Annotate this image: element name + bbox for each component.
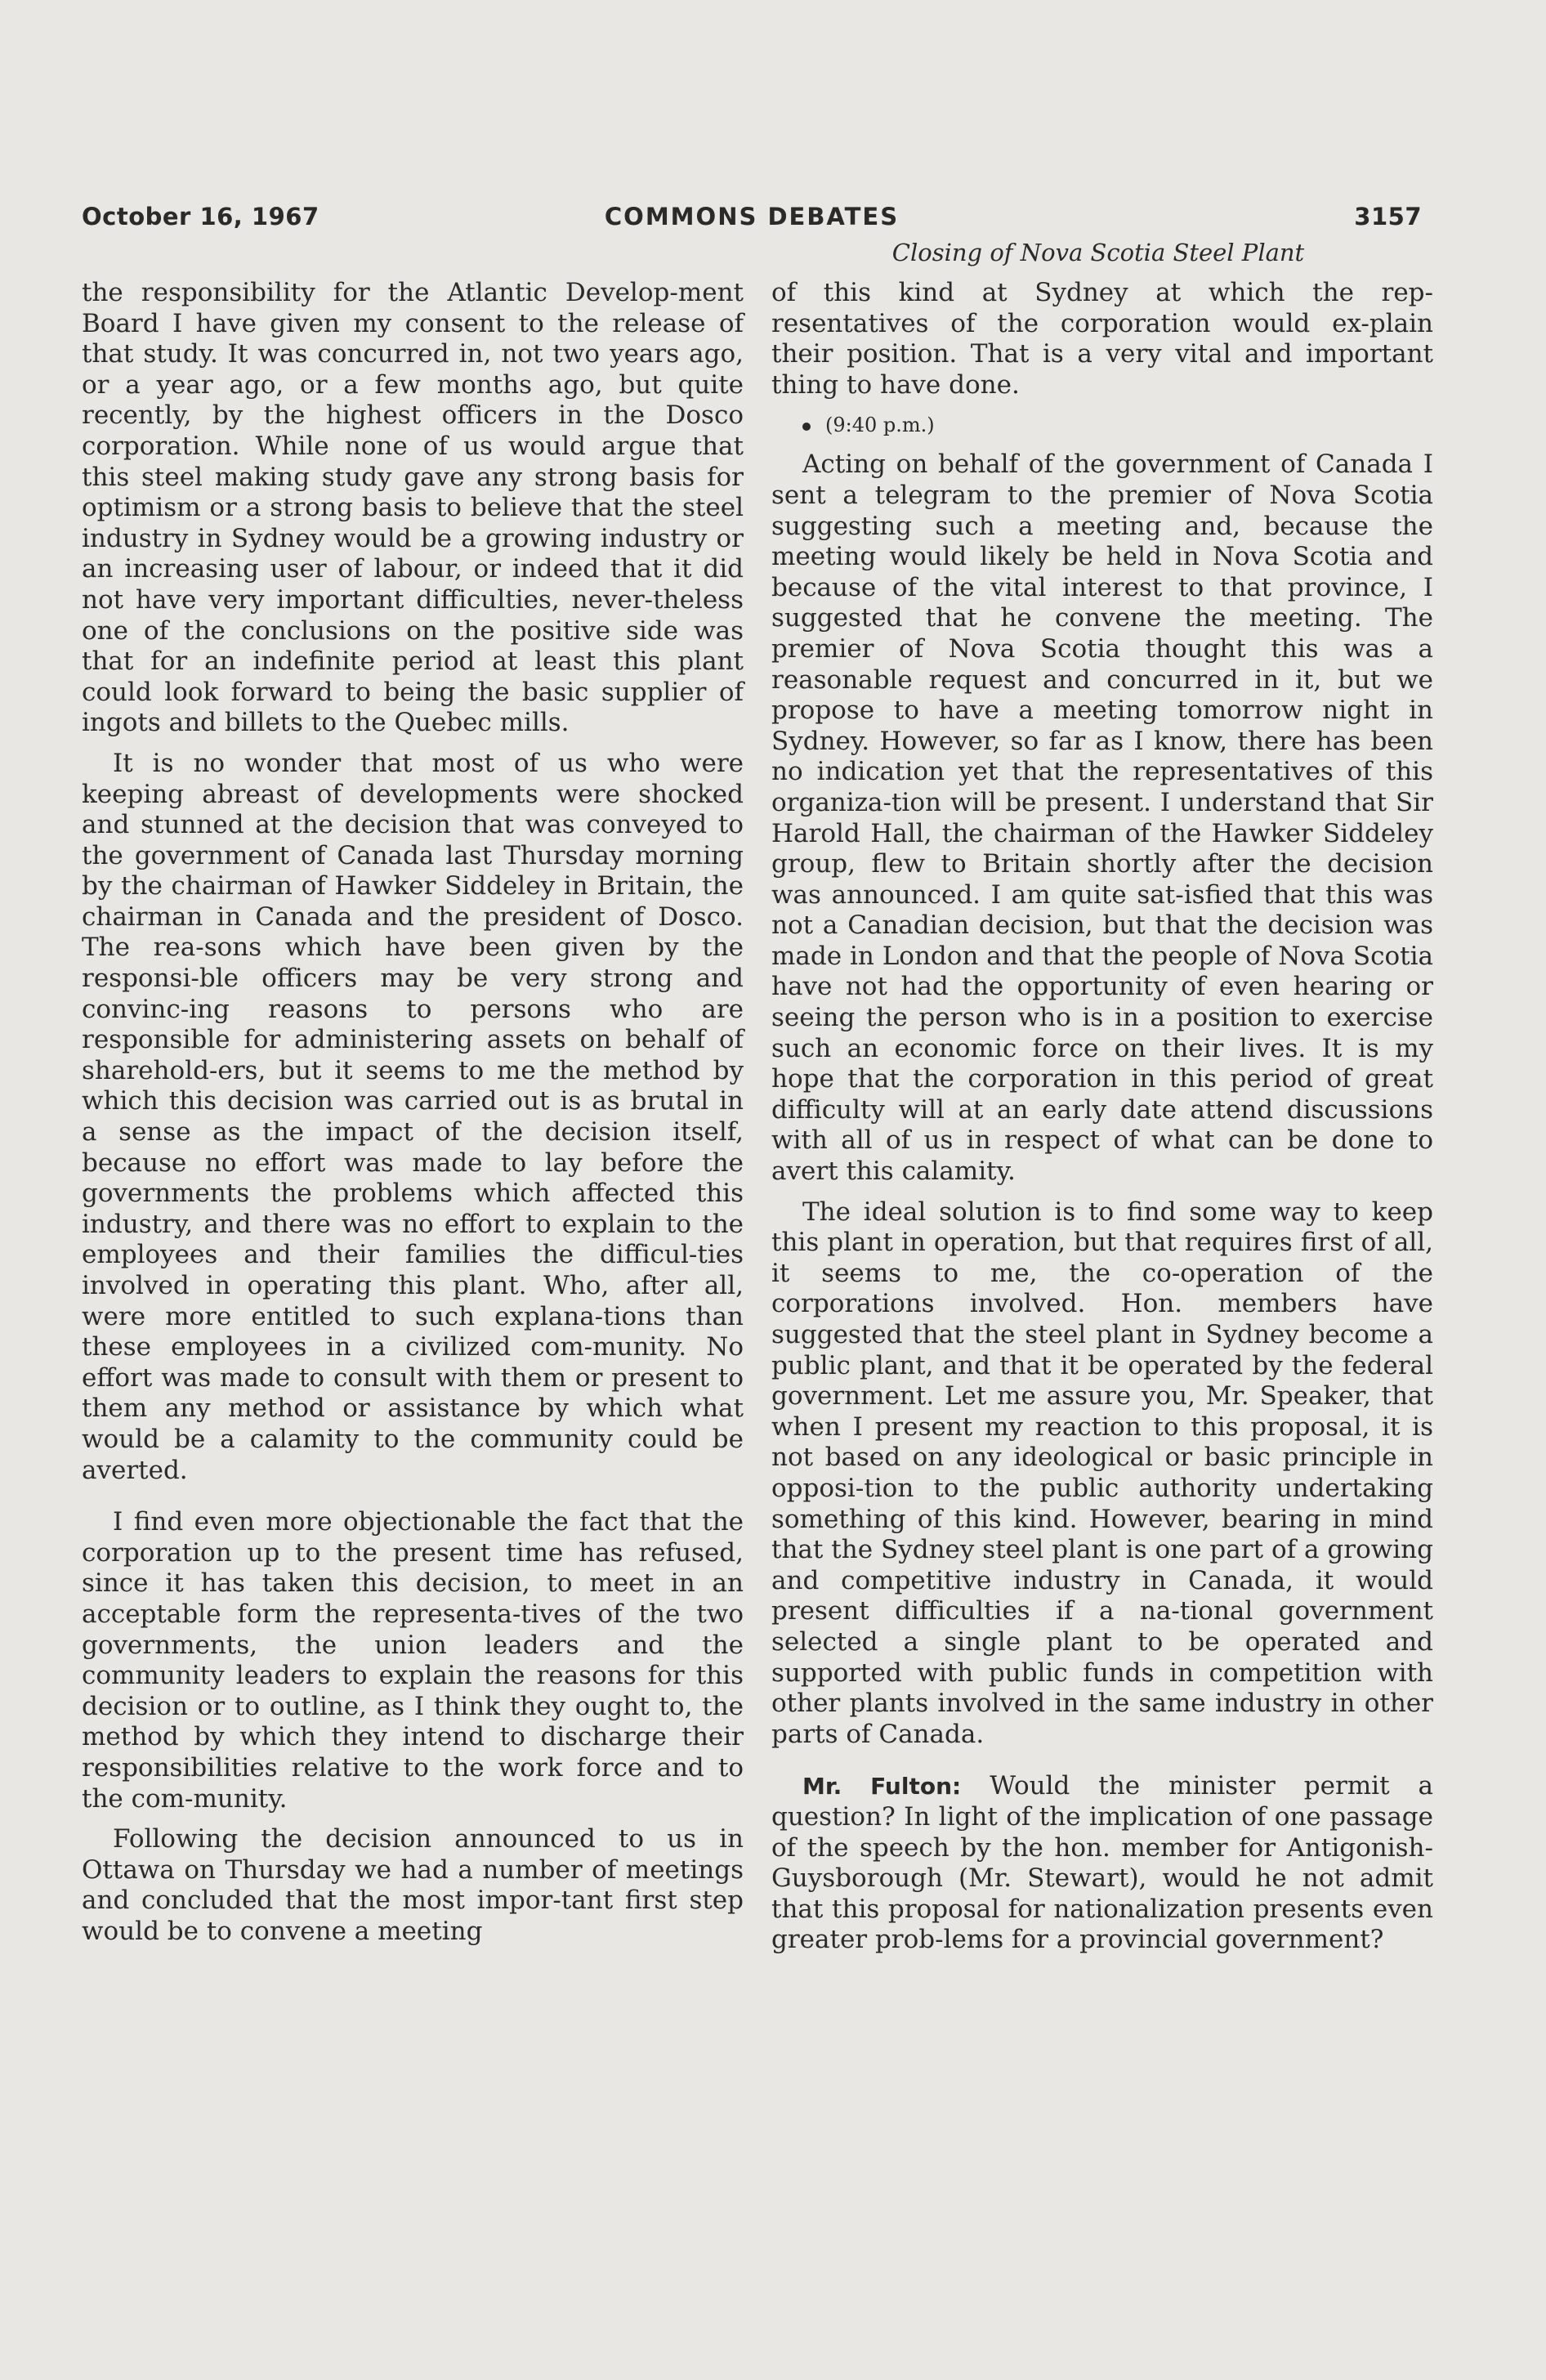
left-paragraph-2: It is no wonder that most of us who were keeping abreast of developments were shocked and stunned at the decision that was conveyed to the government of Canada last Thursday morning by the chairman of Hawker Siddeley in Britain, the chairman in Canada and the president of Dosco. The rea-sons which have been given by the responsi-ble officers may be very strong and convinc-ing reasons to persons who are responsible for administering assets on behalf of sharehold-ers, but it seems to me the method by which this decision was carried out is as brutal in a sense as the impact of the decision itself, because no effort was made to lay before the governments the problems which affected this industry, and there was no effort to explain to the employees and their families the difficul-ties involved in operating this plant. Who, after all, were more entitled to such explana-tions than these employees in a civilized com-munity. No effort was made to consult with them or present to them any method or assistance by which what would be a calamity to the community could be averted. xyxy=(82,748,744,1485)
header-date: October 16, 1967 xyxy=(82,203,319,230)
header-title: COMMONS DEBATES xyxy=(604,203,900,230)
time-stamp-text: (9:40 p.m.) xyxy=(825,414,935,437)
section-heading: Closing of Nova Scotia Steel Plant xyxy=(891,239,1305,266)
running-head xyxy=(82,203,1422,235)
right-paragraph-4 xyxy=(771,1771,1433,1956)
right-paragraph-3: The ideal solution is to find some way to keep this plant in operation, but that requires first of all, it seems to me, the co-operation of the corporations involved. Hon. members have suggested that the steel plant in Sydney become a public plant, and that it be operated by the federal government. Let me assure you, Mr. Speaker, that when I present my reaction to this proposal, it is not based on any ideological or basic principle in opposi-tion to the public authority undertaking something of this kind. However, bearing in mind that the Sydney steel plant is one part of a growing and competitive industry in Canada, it would present difficulties if a na-tional government selected a single plant to be operated and supported with public funds in competition with other plants involved in the same industry in other parts of Canada. xyxy=(771,1197,1433,1749)
left-paragraph-3: I find even more objectionable the fact that the corporation up to the present time has refused, since it has taken this decision, to meet in an acceptable form the representa-tives of the two governments, the union leaders and the community leaders to explain the reasons for this decision or to outline, as I think they ought to, the method by which they intend to discharge their responsibilities relative to the work force and to the com-munity. xyxy=(82,1507,744,1814)
right-column xyxy=(771,278,1433,1956)
right-paragraph-2: Acting on behalf of the government of Canada I sent a telegram to the premier of Nova Scotia suggesting such a meeting and, because the meeting would likely be held in Nova Scotia and because of the vital interest to that province, I suggested that he convene the meeting. The premier of Nova Scotia thought this was a reasonable request and concurred in it, but we propose to have a meeting tomorrow night in Sydney. However, so far as I know, there has been no indication yet that the representatives of this organiza-tion will be present. I understand that Sir Harold Hall, the chairman of the Hawker Siddeley group, flew to Britain shortly after the decision was announced. I am quite sat-isfied that this was not a Canadian decision, but that the decision was made in London and that the people of Nova Scotia have not had the opportunity of even hearing or seeing the person who is in a position to exercise such an economic force on their lives. It is my hope that the corporation in this period of great difficulty will at an early date attend discussions with all of us in respect of what can be done to avert this calamity. xyxy=(771,450,1433,1187)
time-stamp xyxy=(771,410,1433,440)
speaker-name: Mr. Fulton: xyxy=(802,1773,962,1801)
speaker-text: Would the minister permit a question? In light of the implication of one passage of the speech by the hon. member for Antigonish-Guysborough (Mr. Stewart), would he not admit that this proposal for nationalization presents even greater prob-lems for a provincial government? xyxy=(771,1771,1433,1955)
left-paragraph-1: the responsibility for the Atlantic Develop-ment Board I have given my consent to the release of that study. It was concurred in, not two years ago, or a year ago, or a few months ago, but quite recently, by the highest officers in the Dosco corporation. While none of us would argue that this steel making study gave any strong basis for optimism or a strong basis to believe that the steel industry in Sydney would be a growing industry or an increasing user of labour, or indeed that it did not have very important difficulties, never-theless one of the conclusions on the positive side was that for an indefinite period at least this plant could look forward to being the basic supplier of ingots and billets to the Quebec mills. xyxy=(82,278,744,738)
bullet-icon xyxy=(802,423,811,431)
right-paragraph-1: of this kind at Sydney at which the rep-resentatives of the corporation would ex-plain their position. That is a very vital and important thing to have done. xyxy=(771,278,1433,400)
left-column xyxy=(82,278,744,1947)
page-number: 3157 xyxy=(1354,203,1422,230)
left-paragraph-4: Following the decision announced to us in Ottawa on Thursday we had a number of meetings and concluded that the most impor-tant first step would be to convene a meeting xyxy=(82,1824,744,1946)
